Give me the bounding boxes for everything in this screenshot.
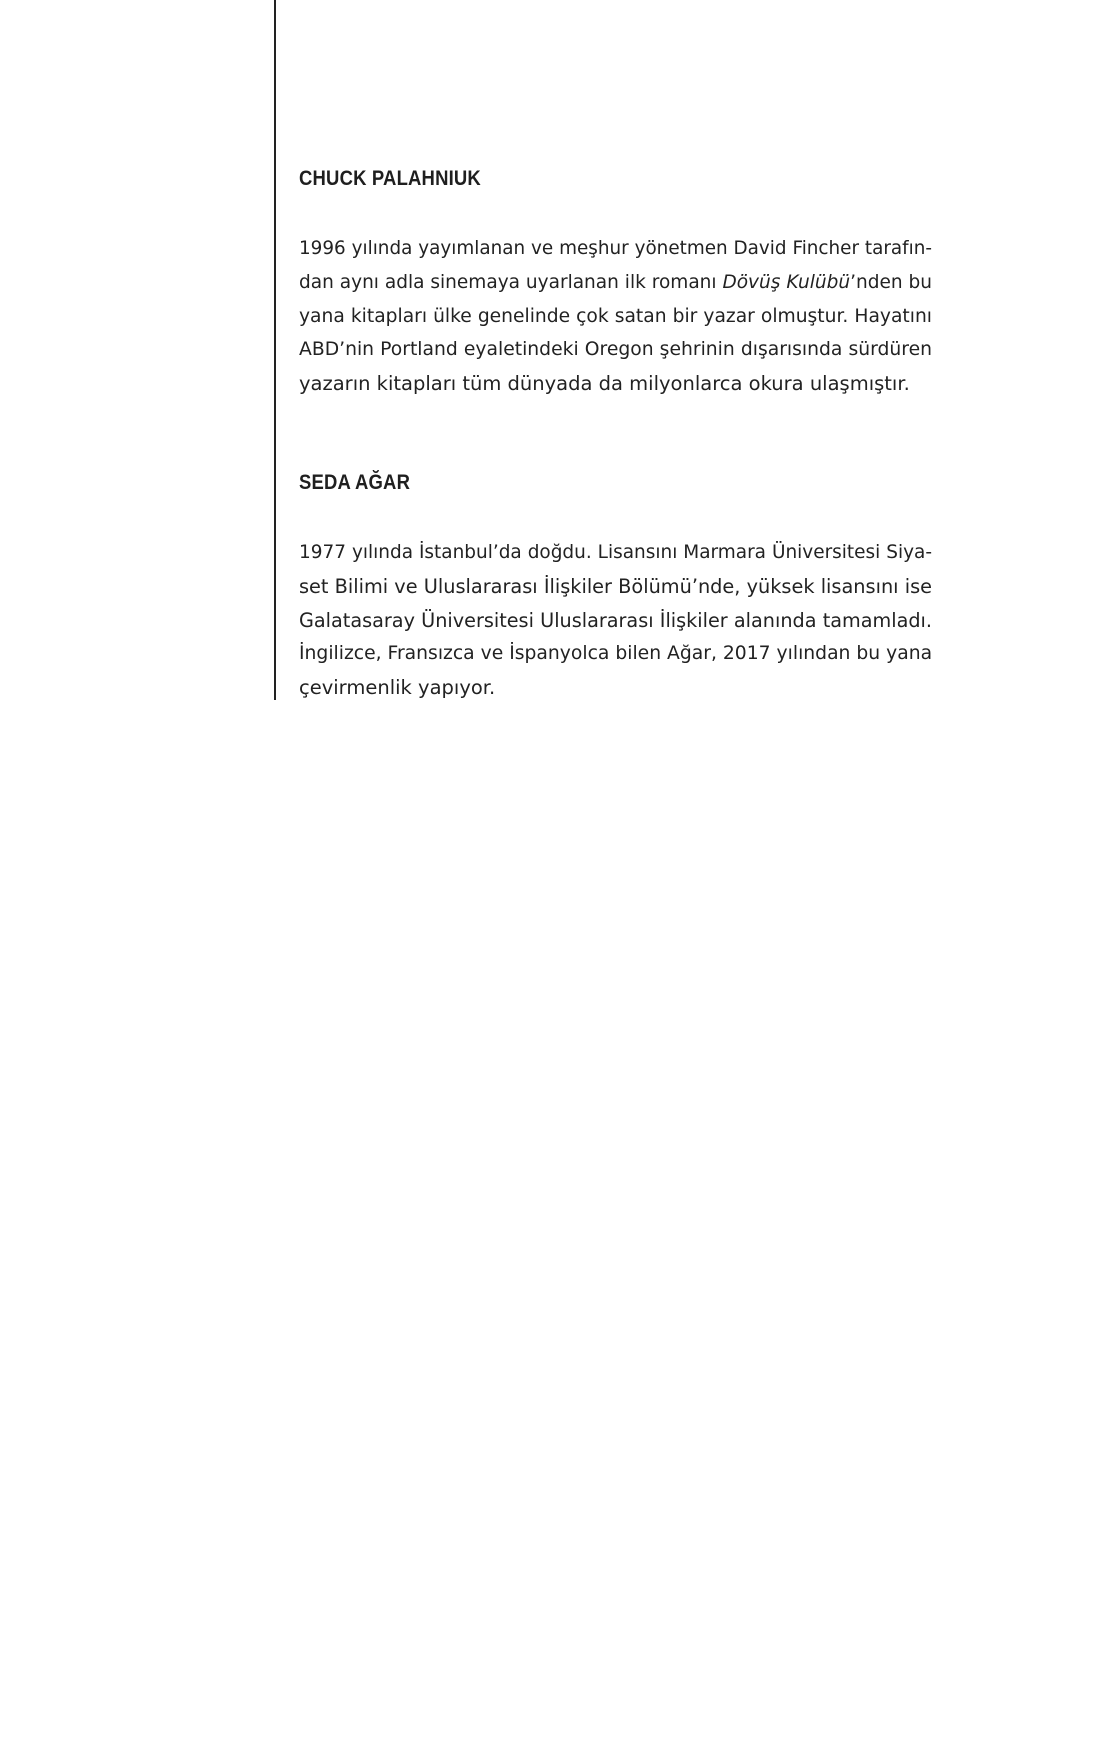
bio-line: yazarın kitapları tüm dünyada da milyonlarca okura ulaşmıştır. [299, 372, 910, 396]
bio-line: ABD’nin Portland eyaletindeki Oregon şehrinin dışarısında sürdüren [299, 339, 932, 361]
bio-line: İngilizce, Fransızca ve İspanyolca bilen Ağar, 2017 yılından bu yana [299, 643, 933, 665]
bio-line-suffix: ’nden bu [850, 271, 932, 293]
author-name: CHUCK PALAHNIUK [299, 167, 481, 190]
novel-title: Dövüş Kulübü [722, 271, 851, 293]
bio-line: yana kitapları ülke genelinde çok satan bir yazar olmuştur. Hayatını [299, 305, 932, 327]
bio-line: set Bilimi ve Uluslararası İlişkiler Bölümü’nde, yüksek lisansını ise [299, 574, 932, 598]
author-bio [299, 160, 932, 401]
bio-line-text: dan aynı adla sinemaya uyarlanan ilk romanı [299, 271, 723, 293]
bio-line: Galatasaray Üniversitesi Uluslararası İlişkiler alanında tamamladı. [299, 608, 932, 632]
bio-line: 1977 yılında İstanbul’da doğdu. Lisansını Marmara Üniversitesi Siya- [299, 542, 932, 563]
translator-bio [299, 464, 932, 705]
translator-name: SEDA AĞAR [299, 471, 411, 494]
bio-line [299, 266, 932, 300]
bio-line: çevirmenlik yapıyor. [299, 676, 496, 700]
bio-line: 1996 yılında yayımlanan ve meşhur yönetmen David Fincher tarafın- [299, 238, 932, 259]
author-bio-text [299, 232, 932, 401]
translator-bio-text [299, 536, 932, 705]
vertical-margin-rule [274, 0, 276, 700]
